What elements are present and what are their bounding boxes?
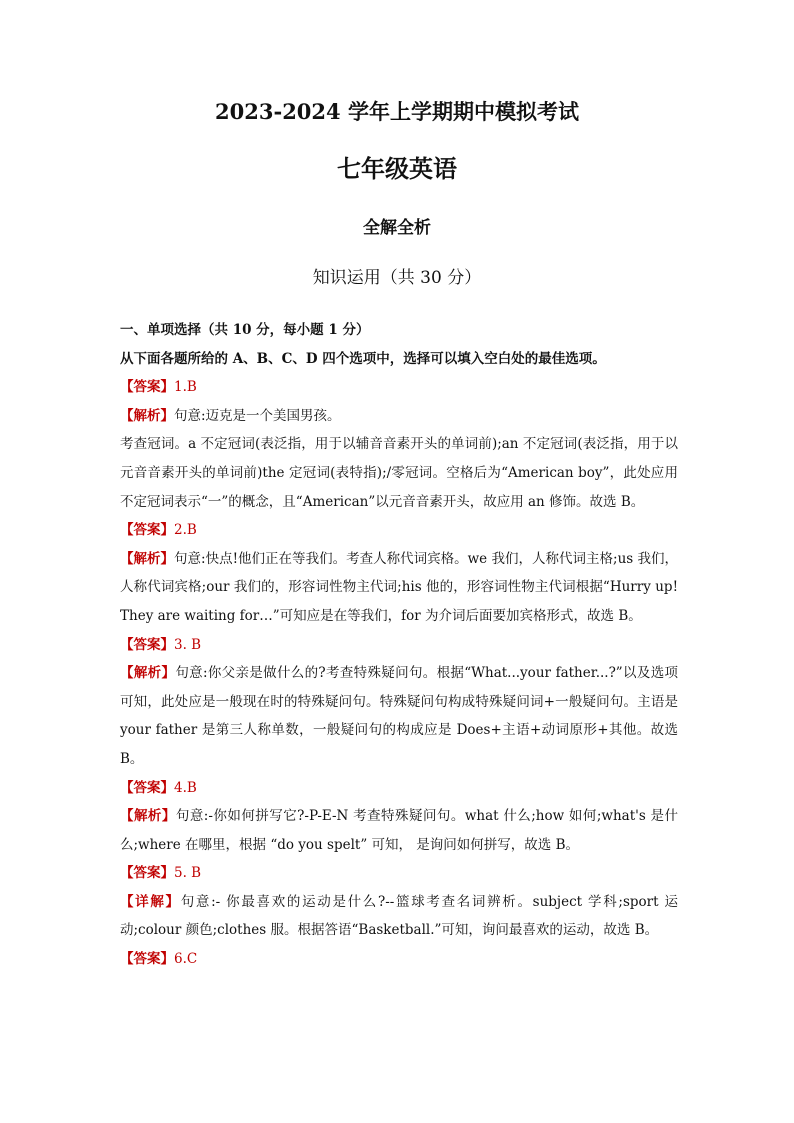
analysis-label: 【解析】: [120, 407, 174, 424]
analysis-text: 句意:快点!他们正在等我们。考查人称代词宾格。we 我们，人称代词主格;us 我们，人称代词宾格;our 我们的，形容词性物主代词;his 他的，形容词性物主代词根据“Hurry up! They are waiting for…”可知应是在等我们，for 为介词后面要加宾格形式，故选 B。: [120, 550, 678, 624]
answer-value: 4.B: [174, 779, 197, 796]
section-heading: 一、单项选择（共 10 分，每小题 1 分）: [120, 322, 370, 338]
analysis-label: 【解析】: [120, 550, 175, 567]
analysis-label: 【解析】: [120, 808, 176, 825]
exam-subtitle: 全解全析: [363, 218, 431, 238]
answer-label: 【答案】: [120, 865, 174, 882]
answer-value: 2.B: [174, 522, 197, 539]
answer-value: 1.B: [174, 379, 197, 396]
answer-value: 6.C: [174, 951, 198, 968]
analysis-line: [120, 888, 678, 945]
analysis-paragraph: 考查冠词。a 不定冠词(表泛指，用于以辅音音素开头的单词前);an 不定冠词(表泛指，用于以元音音素开头的单词前)the 定冠词(表特指);/零冠词。空格后为“American boy”，此处应用不定冠词表示“一”的概念，且“American”以元音音素开头，故应用 an 修饰。故选 B。: [120, 436, 678, 510]
analysis-text: 句意:你父亲是做什么的?考查特殊疑问句。根据“What...your father...?”以及选项可知，此处应是一般现在时的特殊疑问句。特殊疑问句构成特殊疑问词+一般疑问句。主语是 your father 是第三人称单数，一般疑问句的构成应是 Does+主语+动词原形+其他。故选 B。: [120, 665, 679, 767]
answer-value: 3. B: [174, 636, 202, 653]
analysis-text: 句意:- 你最喜欢的运动是什么?--篮球考查名词辨析。subject 学科;sport 运动;colour 颜色;clothes 服。根据答语“Basketball.”可知，询问最喜欢的运动，故选 B。: [120, 893, 678, 939]
analysis-label: 【解析】: [120, 665, 176, 682]
analysis-text: 句意:-你如何拼写它?-P-E-N 考查特殊疑问句。what 什么;how 如何;what's 是什么;where 在哪里，根据 “do you spelt” 可知， 是询问如何拼写，故选 B。: [120, 808, 679, 853]
section-instruction: 从下面各题所给的 A、B、C、D 四个选项中，选择可以填入空白处的最佳选项。: [120, 350, 606, 367]
analysis-label: 【详解】: [120, 893, 181, 910]
answer-label: 【答案】: [120, 522, 174, 539]
analysis-line: [120, 802, 678, 859]
exam-subject: 七年级英语: [337, 154, 457, 183]
exam-title: 2023-2024 学年上学期期中模拟考试: [215, 99, 579, 124]
answer-value: 5. B: [174, 865, 202, 882]
answer-line: [120, 774, 678, 803]
answer-label: 【答案】: [120, 379, 174, 396]
answer-line: [120, 373, 678, 402]
answer-line: [120, 859, 678, 888]
answer-label: 【答案】: [120, 951, 174, 968]
answer-line: [120, 631, 678, 660]
analysis-content: [120, 316, 678, 974]
analysis-line: [120, 659, 678, 773]
answer-label: 【答案】: [120, 779, 174, 796]
answer-line: [120, 516, 678, 545]
part-heading: 知识运用（共 30 分）: [312, 268, 482, 288]
answer-line: [120, 945, 678, 974]
analysis-text: 句意:迈克是一个美国男孩。: [174, 407, 341, 424]
analysis-line: [120, 545, 678, 631]
analysis-line: [120, 402, 678, 431]
answer-label: 【答案】: [120, 636, 174, 653]
